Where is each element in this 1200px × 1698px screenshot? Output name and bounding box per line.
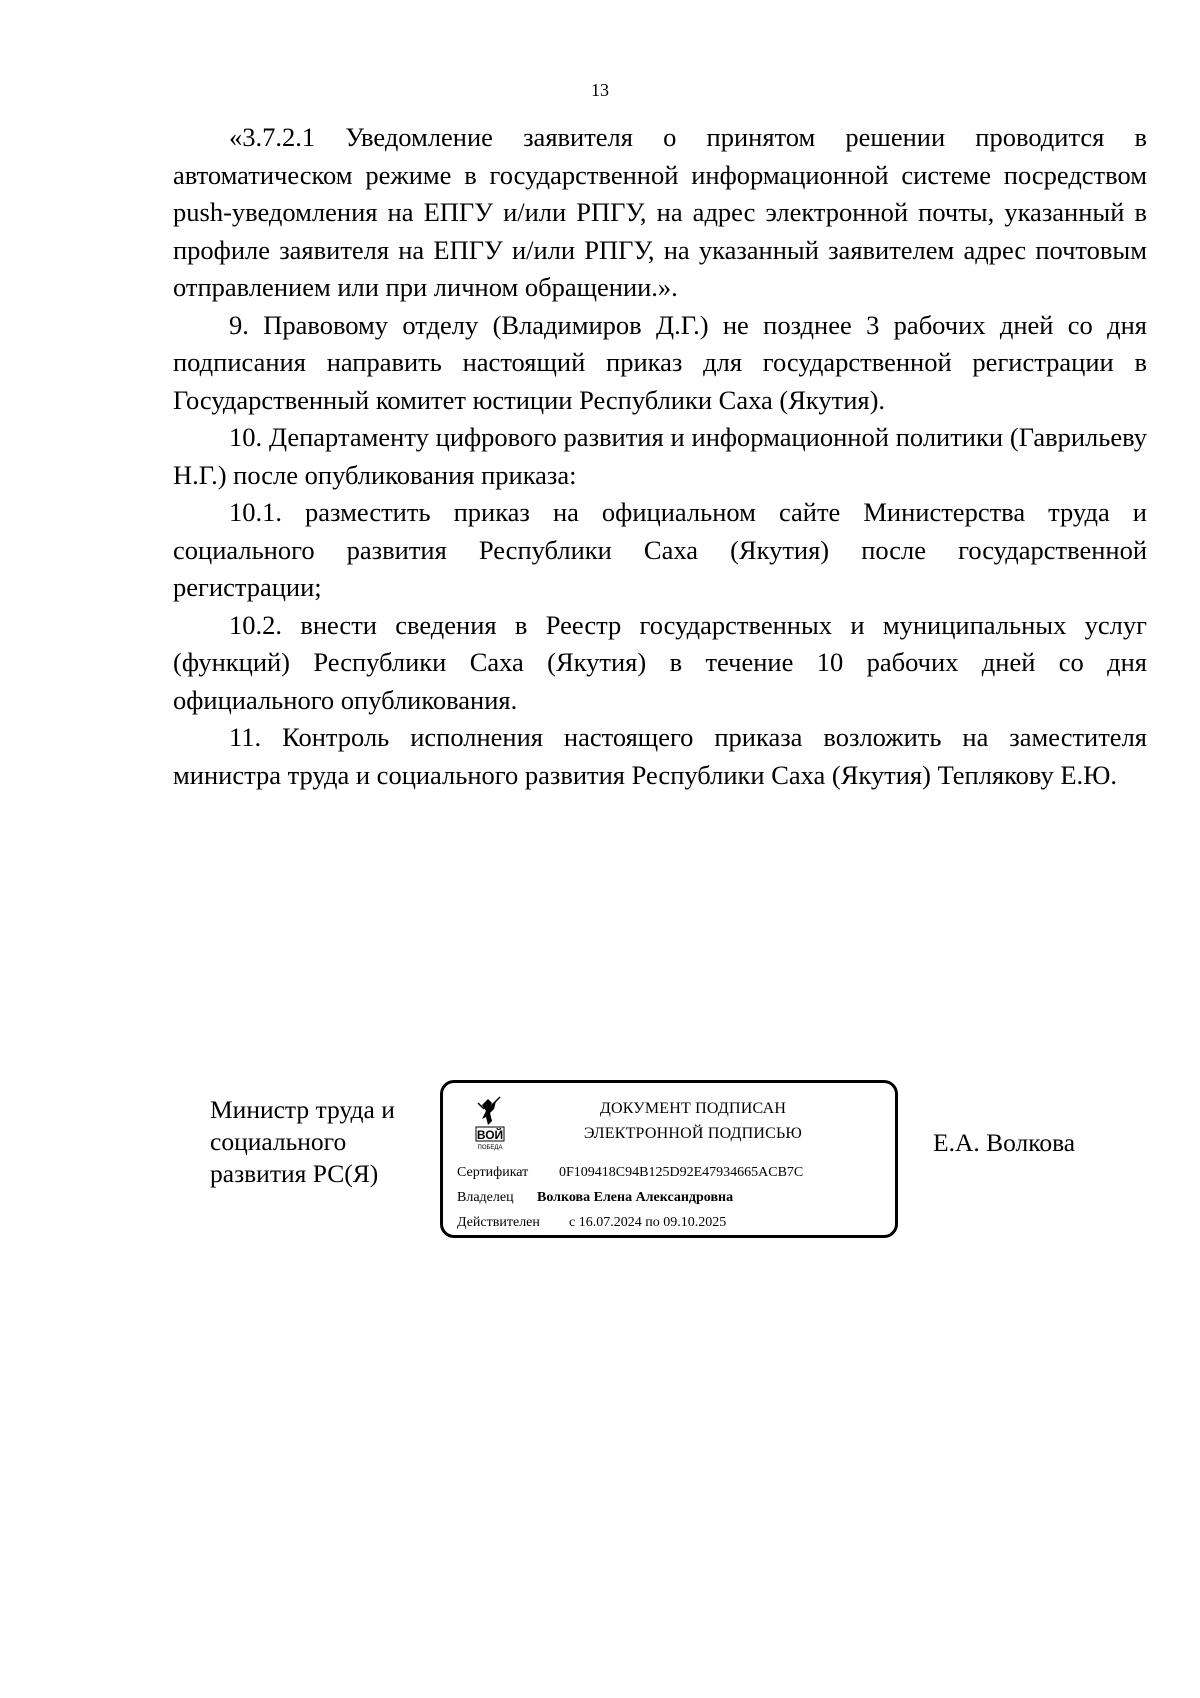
signer-title-line: социального (210, 1127, 347, 1156)
victory-80-emblem-icon (470, 1095, 510, 1155)
certificate-label: Сертификат (457, 1165, 529, 1180)
stamp-header-line-1: ДОКУМЕНТ ПОДПИСАН (599, 1100, 787, 1117)
stamp-header-line-2: ЭЛЕКТРОННОЙ ПОДПИСЬЮ (583, 1125, 803, 1142)
stamp-header (543, 1096, 843, 1146)
signer-name: Е.А. Волкова (933, 1128, 1076, 1157)
certificate-value: 0F109418C94B125D92E47934665ACB7C (559, 1165, 804, 1180)
signer-title-line: Министр труда и (210, 1095, 395, 1124)
paragraph-10-2: 10.2. внести сведения в Реестр государственных и муниципальных услуг (функций) Республики Саха (Якутия) в течение 10 рабочих дней со дня официального опубликования. (173, 609, 1147, 715)
emblem-text: ВОЙ (476, 1128, 504, 1142)
document-body (173, 119, 1147, 794)
validity-value: с 16.07.2024 по 09.10.2025 (569, 1215, 727, 1230)
electronic-signature-stamp (440, 1080, 898, 1238)
owner-label: Владелец (457, 1190, 514, 1205)
paragraph-3-7-2-1: «3.7.2.1 Уведомление заявителя о принятом решении проводится в автоматическом режиме в государственной информационной системе посредством push-уведомления на ЕПГУ и/или РПГУ, на адрес электронной почты, указанный в профиле заявителя на ЕПГУ и/или РПГУ, на указанный заявителем адрес почтовым отправлением или при личном обращении.». (173, 122, 1147, 302)
emblem-subtext: ПОБЕДА (477, 1145, 503, 1151)
paragraph-10: 10. Департаменту цифрового развития и информационной политики (Гаврильеву Н.Г.) после опубликования приказа: (173, 422, 1147, 490)
validity-row (457, 1214, 726, 1232)
signer-title-line: развития РС(Я) (210, 1159, 379, 1188)
signer-title (210, 1094, 440, 1190)
paragraph-9: 9. Правовому отделу (Владимиров Д.Г.) не позднее 3 рабочих дней со дня подписания направить настоящий приказ для государственной регистрации в Государственный комитет юстиции Республики Саха (Якутия). (173, 309, 1147, 415)
signature-block (0, 1080, 1200, 1255)
validity-label: Действителен (457, 1215, 540, 1230)
owner-row (457, 1189, 733, 1207)
paragraph-11: 11. Контроль исполнения настоящего приказа возложить на заместителя министра труда и социального развития Республики Саха (Якутия) Теплякову Е.Ю. (173, 722, 1147, 790)
paragraph-10-1: 10.1. разместить приказ на официальном сайте Министерства труда и социального развития Республики Саха (Якутия) после государственной регистрации; (173, 497, 1147, 602)
owner-value: Волкова Елена Александровна (537, 1190, 734, 1205)
page-number: 13 (591, 80, 609, 100)
certificate-row (457, 1164, 803, 1182)
